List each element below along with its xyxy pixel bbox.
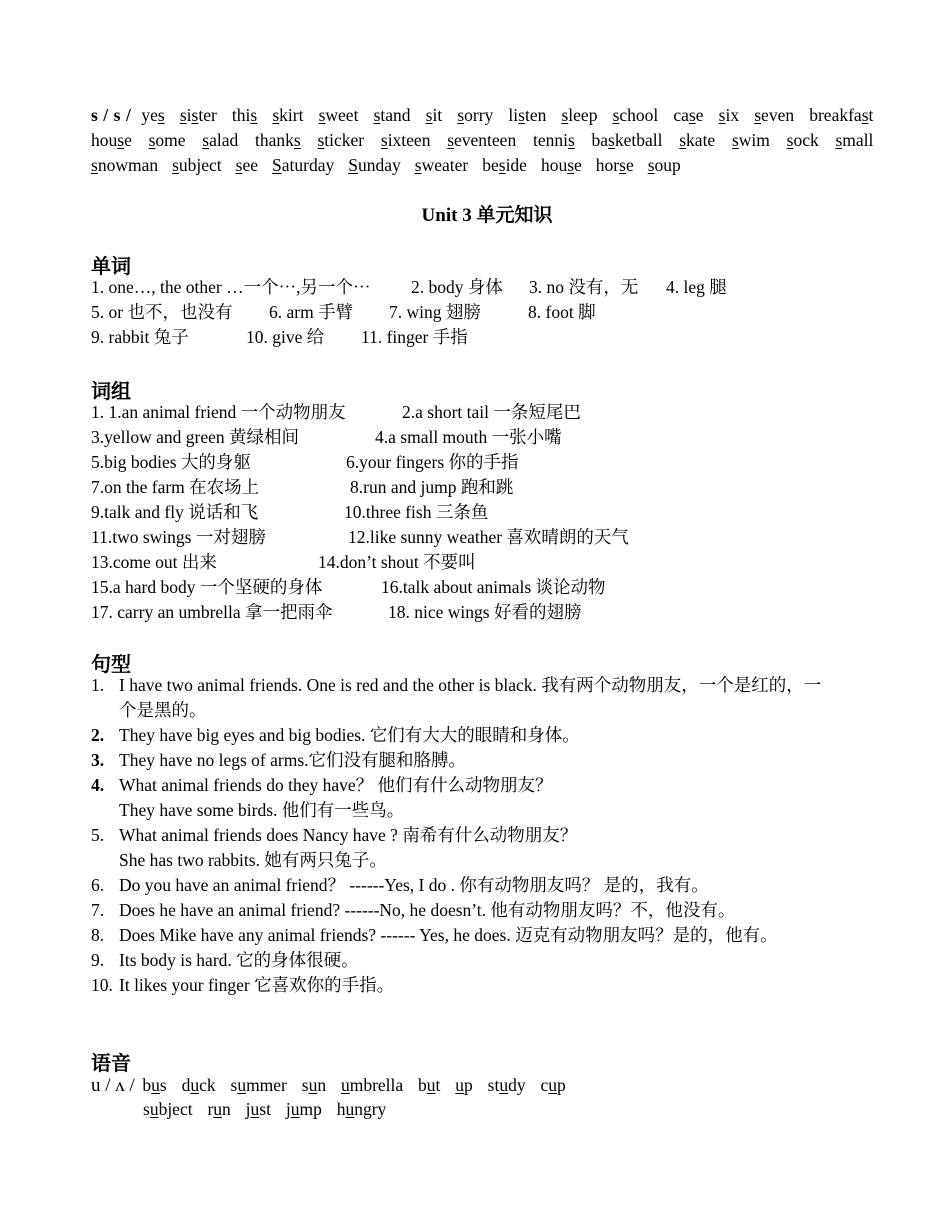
phonics-word-part: ck: [199, 1075, 216, 1095]
phonics-word: [319, 105, 359, 125]
sentence-text: Do you have an animal friend？ ------Yes, I do . 你有动物朋友吗？ 是的，我有。: [119, 875, 709, 895]
phonics-word-part: st: [259, 1099, 271, 1119]
phonics-letter: u: [426, 1075, 436, 1095]
phonics-u-line: [91, 1073, 581, 1098]
phonics-word: [457, 105, 493, 125]
phonics-word-part: chool: [619, 105, 659, 125]
phonics-letter: S: [272, 155, 282, 175]
phonics-letter: s: [619, 155, 626, 175]
phonics-word-part: e: [124, 130, 132, 150]
sentence-text: Does Mike have any animal friends? ------ Yes, he does. 迈克有动物朋友吗？是的，他有。: [119, 925, 778, 945]
phonics-word: [348, 155, 401, 175]
phonics-word-part: h: [336, 1099, 346, 1119]
phonics-u-words: [142, 1075, 580, 1095]
phonics-word-part: s: [230, 1075, 238, 1095]
phonics-word-part: ee: [242, 155, 259, 175]
phrase-item: 3.yellow and green 黄绿相间: [91, 427, 300, 447]
phonics-word: [255, 130, 301, 150]
phonics-word: [182, 1075, 216, 1095]
phonics-word-part: mbrella: [349, 1075, 404, 1095]
sentence-number: 6.: [91, 875, 105, 895]
phonics-word-part: st: [487, 1075, 500, 1095]
phonics-letter: s: [647, 155, 655, 175]
phonics-letter: u: [290, 1099, 300, 1119]
phonics-word-part: mmer: [246, 1075, 287, 1095]
phrase-item: 18. nice wings 好看的翅膀: [388, 602, 582, 622]
phonics-word: [754, 105, 794, 125]
phonics-word-part: i: [186, 105, 192, 125]
phonics-u-line-2: [143, 1097, 401, 1122]
phrase-item: 10.three fish 三条鱼: [344, 502, 489, 522]
phonics-word-part: ter: [198, 105, 217, 125]
phonics-word-part: hou: [91, 130, 118, 150]
phonics-letter: s: [157, 105, 165, 125]
phonics-word-part: t: [868, 105, 874, 125]
phonics-letter: u: [499, 1075, 509, 1095]
phonics-letter: s: [861, 105, 869, 125]
phonics-word: [141, 105, 164, 125]
phonics-word: [488, 1075, 526, 1095]
phonics-word-part: breakfa: [809, 105, 862, 125]
phonics-word-part: oup: [654, 155, 681, 175]
phonics-word: [302, 1075, 326, 1095]
phonics-word: [596, 155, 634, 175]
phonics-word: [232, 105, 257, 125]
phonics-word-part: orry: [464, 105, 494, 125]
vocab-item: 8. foot 脚: [528, 302, 596, 322]
phonics-word: [91, 130, 132, 150]
phonics-word: [787, 130, 819, 150]
phonics-word: [455, 1075, 473, 1095]
phonics-word-part: nowman: [97, 155, 159, 175]
phonics-letter: s: [457, 105, 465, 125]
sentence-number: 10.: [91, 975, 113, 995]
phonics-u-heading: 语音: [91, 1051, 131, 1075]
phonics-word-part: r: [207, 1099, 214, 1119]
phonics-letter: s: [425, 105, 433, 125]
phonics-letter: s: [786, 130, 794, 150]
phonics-word-part: even: [761, 105, 795, 125]
phonics-word: [180, 105, 217, 125]
phonics-s-label: s / s /: [91, 105, 131, 125]
phrase-item: 17. carry an umbrella 拿一把雨伞: [91, 602, 333, 622]
sentence-number: 8.: [91, 925, 105, 945]
phonics-word-part: kate: [686, 130, 716, 150]
phonics-word-part: ock: [793, 130, 819, 150]
sentence-text: I have two animal friends. One is red and the other is black. 我有两个动物朋友，一个是红的，一: [119, 675, 822, 695]
phonics-word-part: alad: [209, 130, 239, 150]
phonics-letter: s: [148, 130, 156, 150]
phonics-word-part: tand: [380, 105, 411, 125]
phrase-item: 4.a small mouth 一张小嘴: [375, 427, 562, 447]
phonics-word-part: ketball: [614, 130, 663, 150]
phrases-heading: 词组: [91, 379, 131, 403]
phonics-word: [143, 1099, 193, 1119]
phonics-word-part: eventeen: [454, 130, 517, 150]
phonics-letter: s: [318, 105, 326, 125]
phonics-letter: u: [149, 1099, 159, 1119]
sentence-text: What animal friends do they have？ 他们有什么动物朋友？: [119, 775, 553, 795]
phonics-word-part: e: [574, 155, 582, 175]
phrase-item: 2.a short tail 一条短尾巴: [402, 402, 581, 422]
phonics-word-part: ngry: [354, 1099, 387, 1119]
sentence-number: 1.: [91, 675, 105, 695]
vocab-item: 5. or 也不，也没有: [91, 302, 233, 322]
vocab-item: 2. body 身体: [411, 277, 503, 297]
phonics-letter: s: [754, 105, 762, 125]
phonics-word-part: wim: [738, 130, 770, 150]
phonics-word: [809, 105, 873, 125]
phonics-word-part: dy: [508, 1075, 526, 1095]
phonics-word-part: s: [143, 1099, 150, 1119]
sentence-text: She has two rabbits. 她有两只兔子。: [119, 850, 387, 870]
phonics-u-words-2: [143, 1099, 401, 1119]
phonics-word-part: ten: [524, 105, 547, 125]
phonics-word-part: ca: [673, 105, 689, 125]
phonics-letter: s: [373, 105, 381, 125]
sentence-text: 个是黑的。: [119, 700, 207, 720]
phonics-word-part: s: [159, 1075, 167, 1095]
phonics-letter: s: [272, 105, 280, 125]
phonics-word: [149, 130, 186, 150]
phonics-letter: s: [612, 105, 620, 125]
sentence-text: What animal friends does Nancy have ? 南希有什么动物朋友？: [119, 825, 578, 845]
phonics-letter: s: [688, 105, 696, 125]
phonics-letter: s: [518, 105, 525, 125]
phonics-word-part: unday: [357, 155, 401, 175]
sentence-number: 7.: [91, 900, 105, 920]
phonics-letter: u: [345, 1099, 355, 1119]
vocab-heading: 单词: [91, 254, 131, 278]
phonics-word: [561, 105, 597, 125]
phonics-word-part: hor: [595, 155, 620, 175]
phonics-word-part: n: [222, 1099, 231, 1119]
phonics-letter: u: [213, 1099, 223, 1119]
phonics-word: [172, 155, 222, 175]
phonics-word: [447, 130, 516, 150]
phonics-word-part: ba: [591, 130, 609, 150]
phonics-letter: u: [151, 1075, 160, 1095]
phonics-word: [679, 130, 715, 150]
phonics-word-part: aturday: [281, 155, 335, 175]
sentence-number: 2.: [91, 725, 105, 745]
phonics-letter: s: [172, 155, 179, 175]
phonics-word-part: j: [245, 1099, 251, 1119]
phonics-word-part: ixteen: [387, 130, 431, 150]
phonics-letter: s: [117, 130, 125, 150]
phrase-item: 15.a hard body 一个坚硬的身体: [91, 577, 323, 597]
phonics-letter: s: [561, 105, 569, 125]
sentence-number: 4.: [91, 775, 105, 795]
sentence-text: It likes your finger 它喜欢你的手指。: [119, 975, 395, 995]
phrase-item: 13.come out 出来: [91, 552, 217, 572]
phonics-word: [508, 105, 546, 125]
phonics-word-part: s: [301, 1075, 309, 1095]
phonics-letter: s: [731, 130, 739, 150]
phonics-word: [337, 1099, 387, 1119]
vocab-item: 1. one…, the other …一个⋯,另一个⋯: [91, 277, 371, 297]
page-title: Unit 3 单元知识: [421, 205, 553, 226]
phonics-s-words: [91, 105, 883, 175]
sentence-text: Its body is hard. 它的身体很硬。: [119, 950, 359, 970]
phrase-item: 12.like sunny weather 喜欢晴朗的天气: [348, 527, 629, 547]
phonics-word: [381, 130, 431, 150]
phonics-word: [418, 1075, 440, 1095]
phonics-letter: s: [191, 105, 199, 125]
phonics-letter: S: [348, 155, 358, 175]
phrase-item: 11.two swings 一对翅膀: [91, 527, 266, 547]
phonics-word: [286, 1099, 322, 1119]
phonics-word: [648, 155, 681, 175]
phonics-word-part: weet: [325, 105, 359, 125]
phonics-letter: s: [179, 105, 187, 125]
phrase-item: 16.talk about animals 谈论动物: [381, 577, 606, 597]
phonics-letter: u: [237, 1075, 247, 1095]
phonics-word: [426, 105, 443, 125]
phonics-word: [231, 1075, 287, 1095]
phonics-word: [317, 130, 364, 150]
phonics-word-part: ome: [155, 130, 186, 150]
phrase-item: 6.your fingers 你的手指: [346, 452, 519, 472]
phonics-letter: s: [250, 105, 258, 125]
phonics-letter: s: [608, 130, 615, 150]
phonics-word: [374, 105, 411, 125]
phonics-word-part: n: [317, 1075, 327, 1095]
phonics-letter: s: [835, 130, 843, 150]
phonics-word: [236, 155, 258, 175]
phonics-letter: u: [250, 1099, 260, 1119]
phonics-word-part: bject: [158, 1099, 193, 1119]
phonics-word-part: e: [625, 155, 634, 175]
phonics-letter: u: [548, 1075, 557, 1095]
phonics-word-part: be: [482, 155, 499, 175]
sentence-text: They have no legs of arms.它们没有腿和胳膊。: [119, 750, 467, 770]
phonics-letter: u: [340, 1075, 350, 1095]
phonics-letter: s: [91, 155, 98, 175]
phonics-word: [482, 155, 527, 175]
phonics-word: [246, 1099, 271, 1119]
phonics-word-part: p: [464, 1075, 473, 1095]
phrase-item: 8.run and jump 跑和跳: [350, 477, 514, 497]
phrase-item: 7.on the farm 在农场上: [91, 477, 260, 497]
phonics-word: [732, 130, 770, 150]
phonics-letter: s: [498, 155, 506, 175]
phrase-item: 9.talk and fly 说话和飞: [91, 502, 259, 522]
phonics-word: [415, 155, 468, 175]
vocab-item: 11. finger 手指: [361, 327, 468, 347]
sentence-text: Does he have an animal friend? ------No, he doesn’t. 他有动物朋友吗？不，他没有。: [119, 900, 736, 920]
phonics-word: [592, 130, 663, 150]
phrase-item: 14.don’t shout 不要叫: [318, 552, 476, 572]
phonics-word-part: mp: [299, 1099, 322, 1119]
phonics-word: [272, 105, 303, 125]
phonics-word-part: kirt: [279, 105, 304, 125]
phonics-word: [540, 1075, 565, 1095]
vocab-item: 3. no 没有，无: [529, 277, 639, 297]
phonics-letter: u: [190, 1075, 200, 1095]
phonics-word-part: hou: [540, 155, 568, 175]
phonics-letter: s: [679, 130, 687, 150]
phonics-word: [202, 130, 238, 150]
phrase-item: 1. 1.an animal friend 一个动物朋友: [91, 402, 346, 422]
vocab-item: 9. rabbit 兔子: [91, 327, 189, 347]
phonics-word: [719, 105, 739, 125]
phonics-word-part: ide: [505, 155, 527, 175]
phonics-word-part: li: [508, 105, 519, 125]
phonics-word-part: d: [181, 1075, 191, 1095]
phonics-word: [341, 1075, 403, 1095]
phonics-word-part: b: [142, 1075, 152, 1095]
phonics-word-part: tenni: [532, 130, 568, 150]
phonics-word-part: thi: [231, 105, 251, 125]
phonics-letter: s: [447, 130, 455, 150]
phonics-word-part: j: [285, 1099, 291, 1119]
sentence-text: They have some birds. 他们有一些鸟。: [119, 800, 405, 820]
phonics-word-part: ticker: [324, 130, 365, 150]
phonics-word-part: weater: [421, 155, 469, 175]
phonics-letter: s: [414, 155, 422, 175]
phonics-letter: s: [567, 130, 575, 150]
vocab-item: 4. leg 腿: [666, 277, 727, 297]
sentence-number: 5.: [91, 825, 105, 845]
phonics-word: [673, 105, 703, 125]
phonics-s-paragraph: [91, 103, 883, 178]
phonics-letter: s: [202, 130, 210, 150]
phonics-letter: u: [308, 1075, 318, 1095]
sentence-text: They have big eyes and big bodies. 它们有大大的眼睛和身体。: [119, 725, 580, 745]
phonics-word-part: c: [540, 1075, 549, 1095]
sentence-number: 3.: [91, 750, 105, 770]
phonics-word: [835, 130, 873, 150]
phonics-word: [533, 130, 575, 150]
phonics-word-part: thank: [255, 130, 294, 150]
phonics-word-part: b: [418, 1075, 427, 1095]
vocab-item: 10. give 给: [246, 327, 325, 347]
phonics-word-part: leep: [568, 105, 598, 125]
sentence-number: 9.: [91, 950, 105, 970]
vocab-item: 7. wing 翅膀: [389, 302, 481, 322]
phonics-letter: s: [567, 155, 575, 175]
phonics-word-part: ix: [725, 105, 740, 125]
phonics-letter: s: [380, 130, 388, 150]
phonics-letter: s: [235, 155, 243, 175]
phonics-word-part: p: [557, 1075, 566, 1095]
phonics-word: [272, 155, 334, 175]
phonics-u-label: u / ʌ /: [91, 1075, 135, 1096]
phrase-item: 5.big bodies 大的身躯: [91, 452, 251, 472]
phonics-word-part: e: [695, 105, 704, 125]
phonics-word-part: t: [435, 1075, 441, 1095]
vocab-item: 6. arm 手臂: [269, 302, 354, 322]
sentences-heading: 句型: [91, 652, 131, 676]
phonics-word-part: ye: [141, 105, 158, 125]
phonics-word-part: it: [432, 105, 443, 125]
phonics-letter: s: [317, 130, 325, 150]
phonics-word: [613, 105, 659, 125]
phonics-letter: s: [718, 105, 726, 125]
phonics-letter: s: [293, 130, 301, 150]
phonics-word: [541, 155, 582, 175]
phonics-word: [142, 1075, 166, 1095]
phonics-word-part: mall: [842, 130, 874, 150]
phonics-word: [91, 155, 158, 175]
phonics-letter: u: [455, 1075, 465, 1095]
phonics-word: [207, 1099, 230, 1119]
phonics-word-part: ubject: [178, 155, 222, 175]
